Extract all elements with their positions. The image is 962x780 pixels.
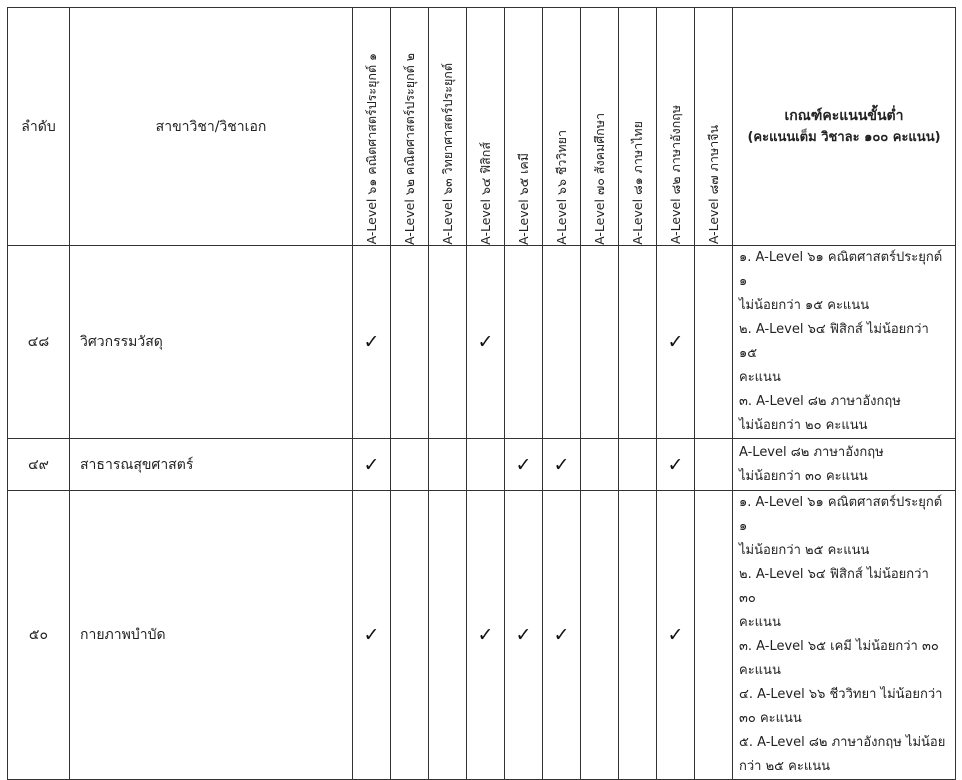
empty-check-cell (429, 491, 467, 780)
check-mark-icon: ✓ (467, 491, 505, 780)
subject-label: A-Level ๖๓ วิทยาศาสตร์ประยุกต์ (439, 62, 455, 245)
empty-check-cell (467, 439, 505, 491)
admission-criteria-table (7, 7, 956, 780)
empty-check-cell (581, 246, 619, 439)
table-row (8, 439, 956, 491)
header-subject (429, 8, 467, 246)
empty-check-cell (695, 246, 733, 439)
criteria-line: ๓๐ คะแนน (739, 711, 802, 726)
check-mark-icon: ✓ (353, 439, 391, 491)
header-subject (695, 8, 733, 246)
criteria-line: ๓. A-Level ๘๒ ภาษาอังกฤษ (739, 394, 901, 409)
subject-label: A-Level ๖๖ ชีววิทยา (553, 129, 569, 245)
subject-label: A-Level ๖๑ คณิตศาสตร์ประยุกต์ ๑ (363, 53, 379, 245)
empty-check-cell (619, 439, 657, 491)
empty-check-cell (619, 246, 657, 439)
header-subject (543, 8, 581, 246)
empty-check-cell (619, 491, 657, 780)
table-row (8, 491, 956, 780)
criteria-line: ไม่น้อยกว่า ๒๐ คะแนน (739, 418, 868, 433)
check-mark-icon: ✓ (353, 246, 391, 439)
header-subject (391, 8, 429, 246)
criteria-line: ๕. A-Level ๘๒ ภาษาอังกฤษ ไม่น้อย (739, 735, 946, 750)
check-mark-icon: ✓ (657, 439, 695, 491)
criteria-line: A-Level ๘๒ ภาษาอังกฤษ (739, 444, 884, 460)
check-mark-icon: ✓ (505, 439, 543, 491)
criteria-line: ไม่น้อยกว่า ๑๕ คะแนน (739, 298, 870, 313)
subject-label: A-Level ๖๕ เคมี (515, 152, 531, 245)
subject-label: A-Level ๖๒ คณิตศาสตร์ประยุกต์ ๒ (401, 52, 417, 245)
check-mark-icon: ✓ (505, 491, 543, 780)
row-order: ๕๐ (8, 491, 70, 780)
empty-check-cell (429, 439, 467, 491)
check-mark-icon: ✓ (543, 491, 581, 780)
row-program: กายภาพบำบัด (70, 491, 353, 780)
subject-label: A-Level ๘๑ ภาษาไทย (629, 120, 645, 245)
header-subject (505, 8, 543, 246)
header-program: สาขาวิชา/วิชาเอก (70, 8, 353, 246)
subject-label: A-Level ๗๐ สังคมศึกษา (591, 112, 607, 245)
check-mark-icon: ✓ (543, 439, 581, 491)
criteria-title: เกณฑ์คะแนนขั้นต่ำ (784, 107, 904, 124)
header-subject (657, 8, 695, 246)
check-mark-icon: ✓ (657, 491, 695, 780)
row-program: สาธารณสุขศาสตร์ (70, 439, 353, 491)
check-mark-icon: ✓ (353, 491, 391, 780)
header-row (8, 8, 956, 246)
empty-check-cell (695, 439, 733, 491)
criteria-line: ไม่น้อยกว่า ๒๕ คะแนน (739, 543, 870, 558)
criteria-line: ไม่น้อยกว่า ๓๐ คะแนน (739, 468, 868, 484)
empty-check-cell (391, 439, 429, 491)
check-mark-icon: ✓ (467, 246, 505, 439)
header-subject (581, 8, 619, 246)
empty-check-cell (581, 491, 619, 780)
header-subject (619, 8, 657, 246)
empty-check-cell (695, 491, 733, 780)
criteria-line: คะแนน (739, 370, 781, 385)
row-criteria (733, 491, 956, 780)
criteria-line: ๑. A-Level ๖๑ คณิตศาสตร์ประยุกต์ ๑ (739, 495, 943, 534)
subject-label: A-Level ๘๗ ภาษาจีน (705, 125, 721, 245)
criteria-line: ๓. A-Level ๖๕ เคมี ไม่น้อยกว่า ๓๐ (739, 639, 939, 654)
row-criteria (733, 246, 956, 439)
criteria-line: ๑. A-Level ๖๑ คณิตศาสตร์ประยุกต์ ๑ (739, 250, 943, 289)
criteria-line: ๔. A-Level ๖๖ ชีววิทยา ไม่น้อยกว่า (739, 687, 943, 702)
criteria-line: ๒. A-Level ๖๔ ฟิสิกส์ ไม่น้อยกว่า ๑๕ (739, 322, 929, 361)
empty-check-cell (429, 246, 467, 439)
empty-check-cell (505, 246, 543, 439)
criteria-subtitle: (คะแนนเต็ม วิชาละ ๑๐๐ คะแนน) (747, 129, 941, 145)
row-order: ๔๙ (8, 439, 70, 491)
subject-label: A-Level ๘๒ ภาษาอังกฤษ (667, 105, 683, 245)
criteria-line: ๒. A-Level ๖๔ ฟิสิกส์ ไม่น้อยกว่า ๓๐ (739, 567, 929, 606)
header-criteria (733, 8, 956, 246)
empty-check-cell (581, 439, 619, 491)
empty-check-cell (543, 246, 581, 439)
empty-check-cell (391, 246, 429, 439)
subject-label: A-Level ๖๔ ฟิสิกส์ (477, 141, 493, 245)
row-program: วิศวกรรมวัสดุ (70, 246, 353, 439)
criteria-line: คะแนน (739, 615, 781, 630)
header-subject (353, 8, 391, 246)
table-body (8, 246, 956, 780)
empty-check-cell (391, 491, 429, 780)
criteria-line: กว่า ๒๕ คะแนน (739, 759, 830, 774)
table-row (8, 246, 956, 439)
row-criteria (733, 439, 956, 491)
criteria-line: คะแนน (739, 663, 781, 678)
row-order: ๔๘ (8, 246, 70, 439)
header-subject (467, 8, 505, 246)
check-mark-icon: ✓ (657, 246, 695, 439)
header-order: ลำดับ (8, 8, 70, 246)
